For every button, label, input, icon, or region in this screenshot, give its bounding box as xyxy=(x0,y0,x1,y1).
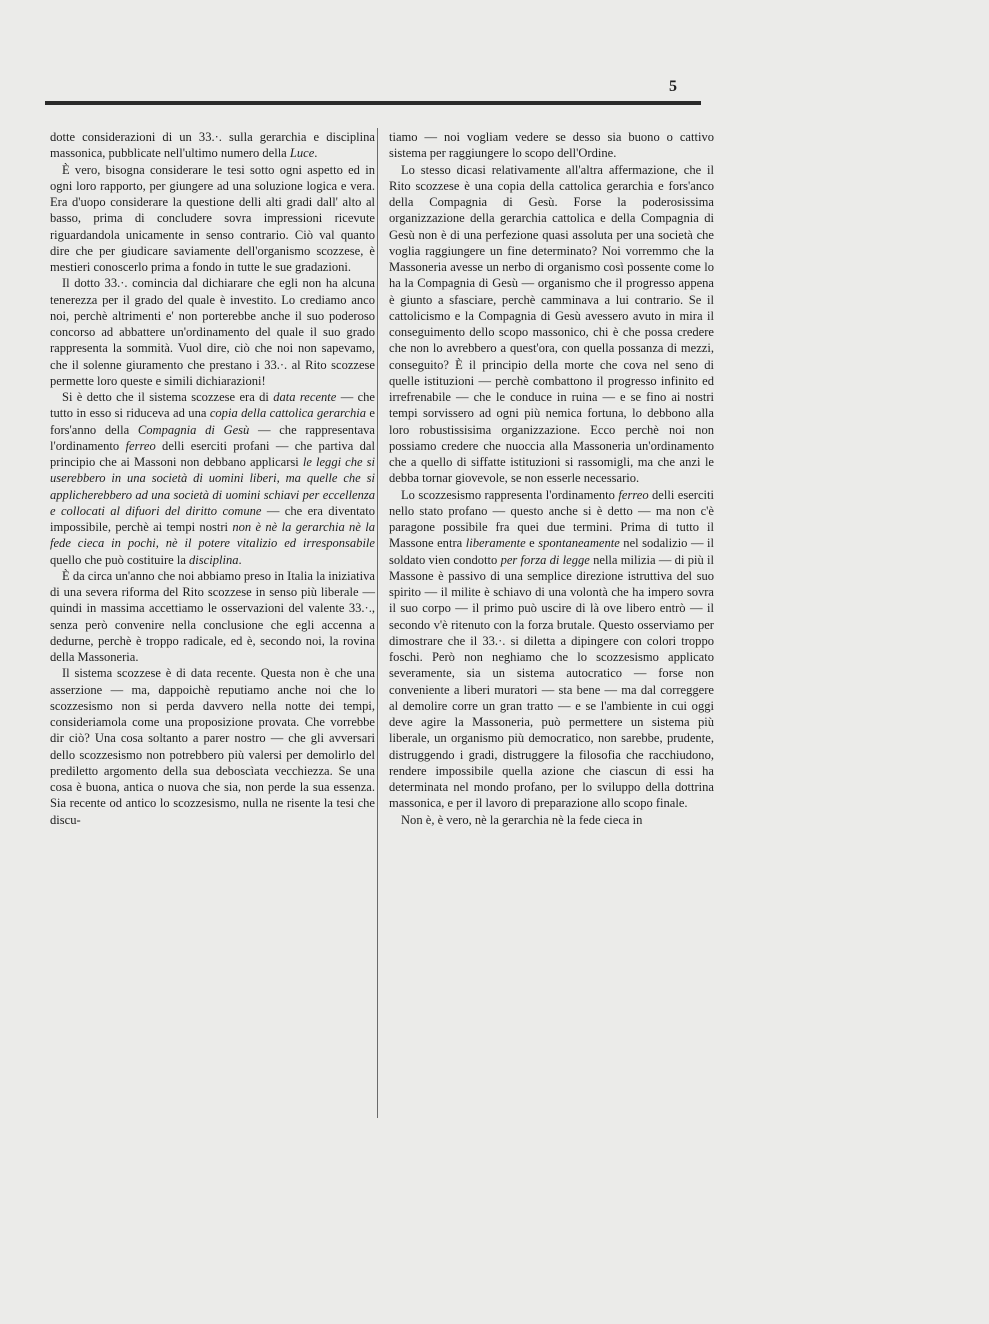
italic-text: le leggi che si userebbero in una società di uomini liberi, ma quelle che si applicherebbero ad una società di uomini schiavi per eccellenza e collocati al difuori del diritto comune xyxy=(50,455,376,518)
column-divider xyxy=(377,128,378,1118)
text-run: tiamo — noi vogliam vedere se desso sia buono o cattivo sistema per raggiungere lo scopo dell'Ordine. xyxy=(389,130,714,161)
text-run: Lo stesso dicasi relativamente all'altra affermazione, che il Rito scozzese è una copia della cattolica gerarchia e fors'anco della Compagnia di Gesù. Forse la poderosissima organizzazione della gerarchia cattolica e della Compagnia di Gesù non è di una perfezione quasi assoluta per una società che voglia raggiungere un fine determinato? Noi vorremmo che la Massoneria avesse un nerbo di organismo così possente come lo ha la Compagnia di Gesù — organismo che il progresso appena è giunto a sfasciare, perchè camminava a lui contrario. Se il cattolicismo e la Compagnia di Gesù avessero avuto in mira il conseguimento dello scopo massonico, chi è che possa credere che non lo avrebbero a quest'ora, con quella possanza di mezzi, conseguito? È il principio della morte che cova nel seno di quelle istituzioni — perchè combattono il progresso infinito ed irrefrenabile — che le conduce in ruina — e se fino ai nostri tempi sorvissero ad ogni più nemica fortuna, lo debbono alla loro robustissisima organizzazione. Ecco perchè noi non possiamo credere che nuoccia alla Massoneria un'ordinamento che a quello di siffatte istituzioni si rassomigli, ma che anzi le debba tornar giovevole, se non esserle necessario. xyxy=(389,162,714,486)
italic-text: per forza di legge xyxy=(500,552,590,567)
italic-text: Compagnia di Gesù xyxy=(137,422,250,437)
italic-text: disciplina xyxy=(189,552,239,567)
text-run: e xyxy=(525,536,539,551)
paragraph xyxy=(50,275,375,389)
paragraph xyxy=(50,665,375,828)
paragraph xyxy=(50,389,375,568)
text-run: Il dotto 33.·. comincia dal dichiarare che egli non ha alcuna tenerezza per il grado del quale è investito. Lo crediamo anco noi, perchè altrimenti e' non porterebbe anche il suo poderoso concorso ad abbattere un'ordinamento del quale il suo grado rappresenta la sommità. Vuol dire, ciò che noi non sapevamo, che il solenne giuramento che prestano i 33.·. al Rito scozzese permette loro queste e simili dichiarazioni! xyxy=(50,276,375,388)
paragraph xyxy=(50,568,375,666)
text-run: Si è detto che il sistema scozzese era di xyxy=(62,390,274,404)
paragraph xyxy=(50,162,375,276)
paragraph xyxy=(389,129,714,162)
italic-text: non è nè la gerarchia nè la fede cieca in pochi, nè il potere vitalizio ed irresponsabile xyxy=(50,520,375,551)
text-run: Il sistema scozzese è di data recente. Questa non è che una asserzione — ma, dappoichè reputiamo anche noi che lo scozzesismo non si perda davvero nella notte dei tempi, consideriamola come una proposizione provata. Che vorrebbe dir ciò? Una cosa soltanto a parer nostro — che gli avversari dello scozzesismo non potrebbero più valersi per demolirlo del prediletto argomento della sua deboscìata vecchiezza. Se una cosa è buona, antica o nuova che sia, non perde la sua essenza. Sia recente od antico lo scozzesismo, nulla ne risente la tesi che discu- xyxy=(50,666,375,827)
right-column xyxy=(389,129,714,828)
text-run: — che era diventato impossibile, perchè ai tempi nostri xyxy=(50,503,375,534)
text-run: quello che può costituire la xyxy=(50,552,190,567)
page-number: 5 xyxy=(669,78,677,95)
text-run: . xyxy=(314,146,318,161)
text-run: Non è, è vero, nè la gerarchia nè la fede cieca in xyxy=(401,812,643,827)
italic-text: spontaneamente xyxy=(538,536,620,551)
text-run: — che tutto in esso si riduceva ad una xyxy=(50,390,375,421)
text-run: . xyxy=(238,552,242,567)
paragraph xyxy=(389,487,714,812)
italic-text: ferreo xyxy=(125,438,156,453)
italic-text: data recente xyxy=(273,390,337,404)
text-run: delli eserciti nello stato profano — questo anche si è detto — ma non c'è paragone possibile fra quei due termini. Prima di tutto il Massone entra xyxy=(389,487,714,551)
italic-text: Luce xyxy=(289,146,315,161)
italic-text: copia della cattolica gerarchia xyxy=(209,406,366,421)
text-run: È da circa un'anno che noi abbiamo preso in Italia la iniziativa di una severa riforma del Rito scozzese in senso più liberale — quindi in massima accettiamo le osservazioni del valente 33.·., senza però convenire nella conclusione che egli accenna a dedurne, perchè è troppo radicale, ed è, secondo noi, la rovina della Massoneria. xyxy=(50,568,375,664)
text-run: È vero, bisogna considerare le tesi sotto ogni aspetto ed in ogni loro rapporto, per giungere ad una soluzione logica e vera. Era d'uopo considerare la questione delli alti gradi dall' alto al basso, prima di concludere sovra impressioni ricevute riguardandola unicamente in senso contrario. Ciò val quanto dire che per giudicare saviamente dell'organismo scozzese, è mestieri conoscerlo prima a fondo in tutte le sue gradazioni. xyxy=(50,162,375,274)
text-run: nel sodalizio — il soldato vien condotto xyxy=(389,536,714,567)
header-rule xyxy=(45,101,701,105)
text-run: nella milizia — di più il Massone è passivo di una semplice direzione istruttiva del suo spirito — il milite è schiavo di una volontà che ha impero sovra il suo corpo — il primo può uscire di là ove libero entrò — il secondo v'è ritenuto con la forza brutale. Questo osserviamo per dimostrare che il 33.·. si diletta a dipingere con colori troppo foschi. Però non neghiamo che lo scozzesismo applicato severamente, sia un sistema autocratico — forse non conveniente a liberi muratori — sta bene — ma dal correggere al demolire corre un gran tratto — e se l'ambiente in cui oggi deve agire la Massoneria, può permettere un sistema più liberale, un organismo più democratico, non sarebbe, prudente, distruggendo i gradi, distruggere la filosofia che racchiudono, rendere impossibile quella azione che ciascun di essi ha determinata nel mondo profano, per lo sviluppo della dottrina massonica, e per il lavoro di preparazione allo scopo finale. xyxy=(389,552,714,811)
left-column xyxy=(50,129,375,828)
italic-text: liberamente xyxy=(465,536,526,551)
text-run: Lo scozzesismo rappresenta l'ordinamento xyxy=(401,487,619,502)
paragraph xyxy=(389,812,714,828)
paragraph xyxy=(389,162,714,487)
text-run: — che rappresentava l'ordinamento xyxy=(50,422,375,453)
text-run: e fors'anno della xyxy=(50,406,375,437)
text-run: dotte considerazioni di un 33.·. sulla gerarchia e disciplina massonica, pubblicate nell'ultimo numero della xyxy=(50,130,375,161)
italic-text: ferreo xyxy=(618,487,649,502)
paragraph xyxy=(50,129,375,162)
text-run: delli eserciti profani — che partiva dal principio che ai Massoni non debbano applicarsi xyxy=(50,438,375,469)
